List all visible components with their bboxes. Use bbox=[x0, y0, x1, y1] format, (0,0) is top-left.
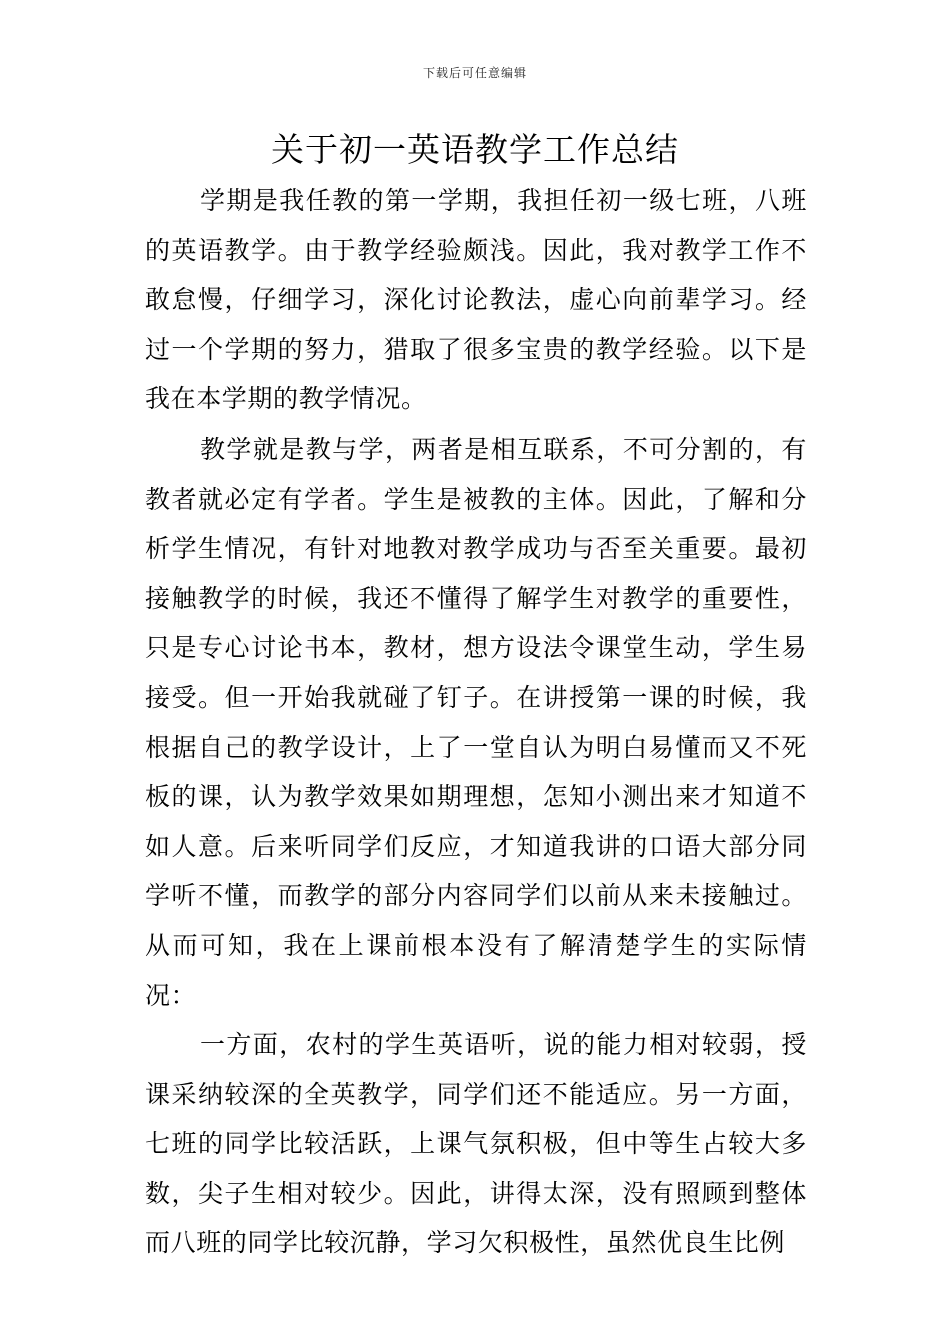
header-note: 下载后可任意编辑 bbox=[422, 66, 527, 80]
document-body bbox=[145, 176, 807, 1268]
document-title: 关于初一英语教学工作总结 bbox=[271, 130, 679, 169]
paragraph-3: 一方面，农村的学生英语听，说的能力相对较弱，授课采纳较深的全英教学，同学们还不能适应。另一方面，七班的同学比较活跃，上课气氛积极，但中等生占较大多数，尖子生相对较少。因此，讲得太深，没有照顾到整体而八班的同学比较沉静，学习欠积极性，虽然优良生比例 bbox=[145, 1030, 807, 1258]
paragraph-2: 教学就是教与学，两者是相互联系，不可分割的，有教者就必定有学者。学生是被教的主体。因此，了解和分析学生情况，有针对地教对教学成功与否至关重要。最初接触教学的时候，我还不懂得了解学生对教学的重要性，只是专心讨论书本，教材，想方设法令课堂生动，学生易接受。但一开始我就碰了钉子。在讲授第一课的时候，我根据自己的教学设计，上了一堂自认为明白易懂而又不死板的课，认为教学效果如期理想，怎知小测出来才知道不如人意。后来听同学们反应，才知道我讲的口语大部分同学听不懂，而教学的部分内容同学们以前从来未接触过。从而可知，我在上课前根本没有了解清楚学生的实际情况： bbox=[145, 434, 807, 1010]
paragraph-1: 学期是我任教的第一学期，我担任初一级七班，八班的英语教学。由于教学经验颇浅。因此，我对教学工作不敢怠慢，仔细学习，深化讨论教法，虚心向前辈学习。经过一个学期的努力，猎取了很多宝贵的教学经验。以下是我在本学期的教学情况。 bbox=[145, 186, 807, 414]
